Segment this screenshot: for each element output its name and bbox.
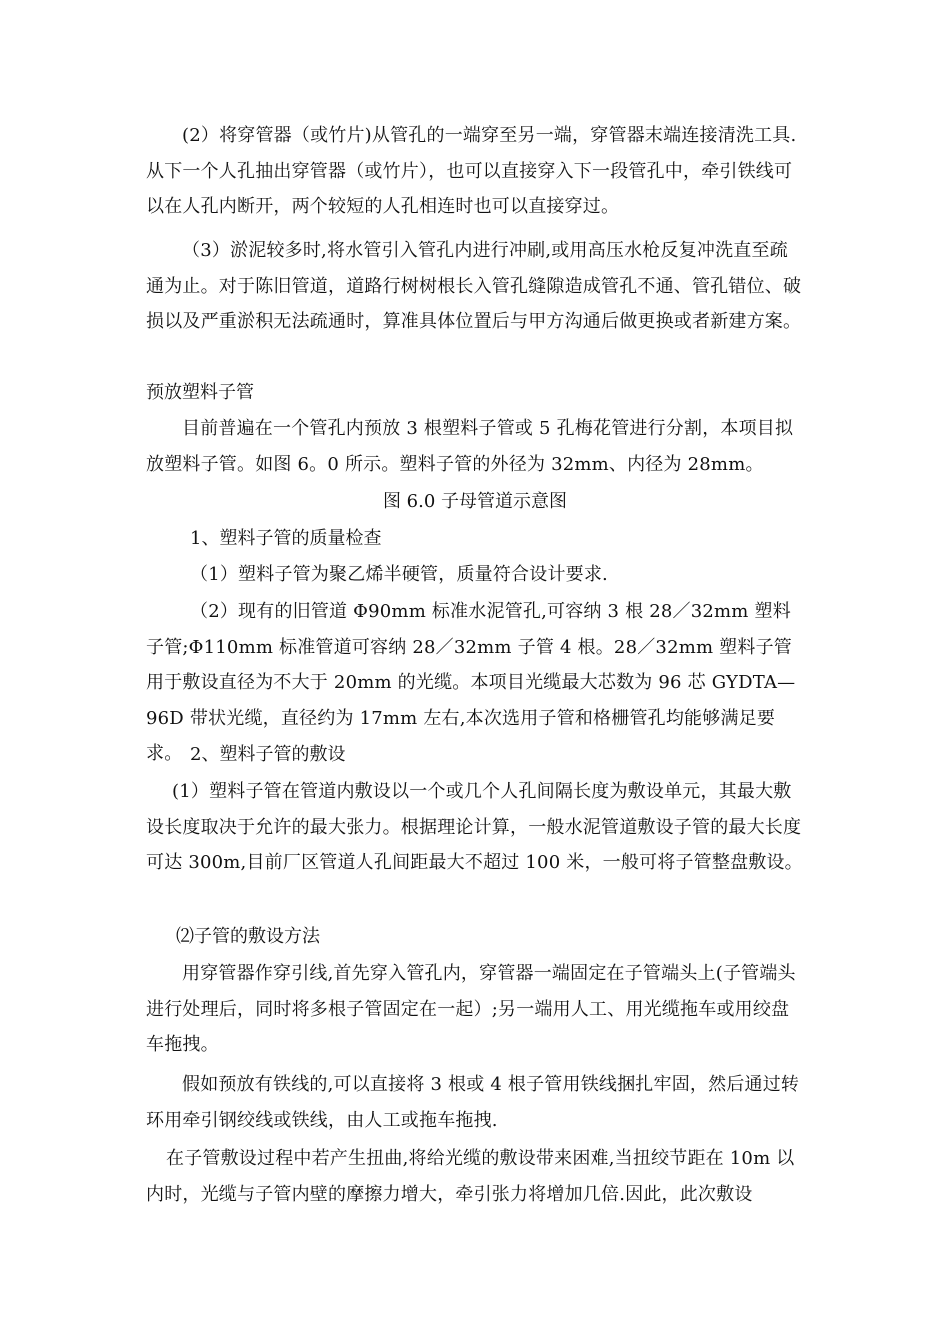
paragraph-8: 假如预放有铁线的,可以直接将 3 根或 4 根子管用铁线捆扎牢固，然后通过转环用牵引钢绞线或铁线，由人工或拖车拖拽. <box>146 1074 800 1131</box>
paragraph-9: 在子管敷设过程中若产生扭曲,将给光缆的敷设带来困难,当扭绞节距在 10m 以内时，光缆与子管内壁的摩擦力增大，牵引张力将增加几倍.因此，此次敷设 <box>146 1148 795 1205</box>
section-heading-laying: 2、塑料子管的敷设 <box>190 744 346 765</box>
paragraph-7: 用穿管器作穿引线,首先穿入管孔内，穿管器一端固定在子管端头上(子管端头进行处理后，同时将多根子管固定在一起）;另一端用人工、用光缆拖车或用绞盘车拖拽。 <box>146 963 796 1055</box>
paragraph-6: (1）塑料子管在管道内敷设以一个或几个人孔间隔长度为敷设单元，其最大敷设长度取决于允许的最大张力。根据理论计算，一般水泥管道敷设子管的最大长度可达 300m,目前厂区管道人孔间距最大不超过 100 米，一般可将子管整盘敷设。 <box>146 781 803 873</box>
figure-caption: 图 6.0 子母管道示意图 <box>382 491 568 512</box>
paragraph-5: （2）现有的旧管道 Φ90mm 标准水泥管孔,可容纳 3 根 28／32mm 塑料子管;Φ110mm 标准管道可容纳 28／32mm 子管 4 根。28／32mm 塑料子管用于敷设直径为不大于 20mm 的光缆。本项目光缆最大芯数为 96 芯 GYDTA—96D 带状光缆，直径约为 17mm 左右,本次选用子管和格栅管孔均能够满足要求。 <box>146 601 796 764</box>
section-heading-preset-subduct: 预放塑料子管 <box>146 382 254 403</box>
paragraph-3: 目前普遍在一个管孔内预放 3 根塑料子管或 5 孔梅花管进行分割，本项目拟放塑料子管。如图 6。0 所示。塑料子管的外径为 32mm、内径为 28mm。 <box>146 418 794 475</box>
paragraph-1: (2）将穿管器（或竹片)从管孔的一端穿至另一端，穿管器末端连接清洗工具.从下一个人孔抽出穿管器（或竹片），也可以直接穿入下一段管孔中，牵引铁线可以在人孔内断开，两个较短的人孔相连时也可以直接穿过。 <box>146 125 797 217</box>
paragraph-2: （3）淤泥较多时,将水管引入管孔内进行冲刷,或用高压水枪反复冲洗直至疏通为止。对于陈旧管道，道路行树树根长入管孔缝隙造成管孔不通、管孔错位、破损以及严重淤积无法疏通时，算准具体位置后与甲方沟通后做更换或者新建方案。 <box>146 240 802 332</box>
paragraph-4: （1）塑料子管为聚乙烯半硬管，质量符合设计要求. <box>190 564 608 585</box>
section-heading-quality-check: 1、塑料子管的质量检查 <box>190 528 382 549</box>
section-heading-laying-method: ⑵子管的敷设方法 <box>176 926 320 947</box>
